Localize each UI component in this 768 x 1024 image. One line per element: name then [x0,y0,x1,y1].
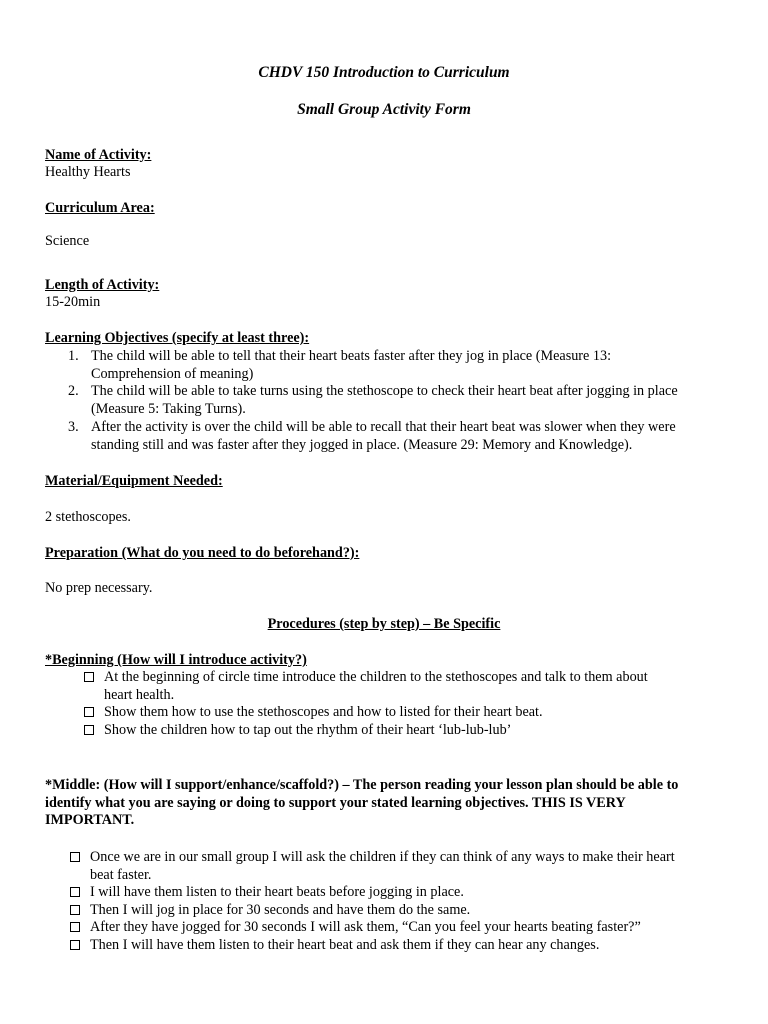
beginning-list [0,669,768,741]
objective-text: Comprehension of meaning) [91,365,254,382]
middle-item-text: Once we are in our small group I will ask the children if they can think of any ways to make their heart [90,849,675,865]
objective-text: After the activity is over the child will be able to recall that their heart beat was slower when they were [91,419,676,435]
curriculum-area-value: Science [45,233,90,249]
objective-text: The child will be able to take turns using the stethoscope to check their heart beat after jogging in place [91,383,678,399]
length-of-activity-value: 15-20min [45,294,101,310]
objective-number: 2. [68,383,79,399]
checkbox-icon [84,672,94,682]
preparation-value: No prep necessary. [45,580,153,596]
form-title: Small Group Activity Form [297,101,471,118]
objective-number: 1. [68,348,79,364]
checkbox-icon [70,852,80,862]
preparation-label: Preparation (What do you need to do beforehand?): [45,545,360,561]
checkbox-icon [84,725,94,735]
middle-label-line: IMPORTANT. [45,812,135,828]
name-of-activity-label: Name of Activity: [45,147,152,163]
objective-text: (Measure 5: Taking Turns). [91,400,246,417]
length-of-activity-label: Length of Activity: [45,277,160,293]
checkbox-icon [70,905,80,915]
learning-objectives-list [0,348,768,456]
middle-item-text: I will have them listen to their heart beats before jogging in place. [90,884,464,900]
checkbox-icon [70,887,80,897]
beginning-item-text: Show the children how to tap out the rhythm of their heart ‘lub-lub-lub’ [104,722,512,738]
objective-text: standing still and was faster after they jogged in place. (Measure 29: Memory and Knowledge). [91,436,633,453]
middle-item-text: Then I will jog in place for 30 seconds and have them do the same. [90,902,471,918]
middle-list [0,849,768,959]
middle-item-text: Then I will have them listen to their heart beat and ask them if they can hear any changes. [90,937,600,953]
middle-label-line: identify what you are saying or doing to support your stated learning objectives. THIS IS VERY [45,794,626,811]
materials-label: Material/Equipment Needed: [45,473,223,489]
learning-objectives-label: Learning Objectives (specify at least three): [45,330,310,346]
middle-item-text: After they have jogged for 30 seconds I will ask them, “Can you feel your hearts beating faster?” [90,919,641,935]
materials-value: 2 stethoscopes. [45,509,131,525]
procedures-heading [0,616,768,634]
beginning-item-text: At the beginning of circle time introduce the children to the stethoscopes and talk to them about [104,669,648,685]
checkbox-icon [70,940,80,950]
middle-label [45,777,755,831]
procedures-heading-text: Procedures (step by step) – Be Specific [267,616,501,632]
objective-number: 3. [68,419,79,435]
course-title: CHDV 150 Introduction to Curriculum [258,64,510,81]
middle-label-line: *Middle: (How will I support/enhance/scaffold?) – The person reading your lesson plan should be able to [45,777,679,793]
beginning-label: *Beginning (How will I introduce activity?) [45,652,307,668]
middle-item-text: beat faster. [90,866,152,883]
name-of-activity-value: Healthy Hearts [45,164,131,180]
curriculum-area-label: Curriculum Area: [45,200,155,216]
checkbox-icon [84,707,94,717]
objective-text: The child will be able to tell that their heart beats faster after they jog in place (Measure 13: [91,348,612,364]
beginning-item-text: heart health. [104,686,175,703]
checkbox-icon [70,922,80,932]
beginning-item-text: Show them how to use the stethoscopes and how to listed for their heart beat. [104,704,543,720]
